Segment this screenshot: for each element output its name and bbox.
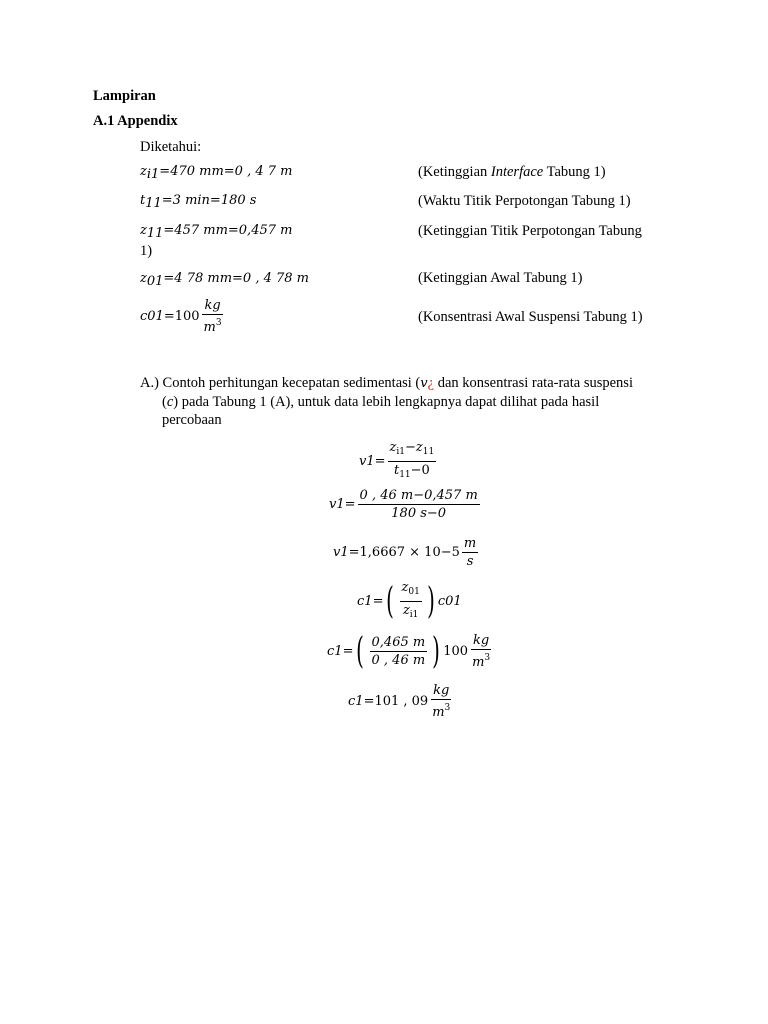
known-zi1: $z_{i1}=470$ mm=0 , 4 7 m: [140, 164, 293, 182]
known-t11: $t_{11}=3$ min=180 s: [140, 193, 257, 211]
known-c01: c 01 =100 $\frac{kg}{m^3}$: [140, 298, 222, 335]
equation-v1-result: v 1 =1,6667 × 10 −5 $\frac{m}{s}$: [333, 536, 477, 569]
known-z01-desc: (Ketinggian Awal Tabung 1): [418, 270, 583, 286]
known-z01: $z_{01}=4$ 78 mm=0 , 4 78 m: [140, 271, 309, 289]
equation-v1-formula: v 1 = $\frac{z_{i1}-z_{11}}{t_{11}-0}$: [359, 440, 435, 480]
c01-unit-fraction: $\frac{kg}{m^3}$: [203, 298, 222, 335]
example-paragraph: A.) Contoh perhitungan kecepatan sedimentasi (v¿ dan konsentrasi rata-rata suspensi (c) pada Tabung 1 (A), untuk data lebih lengkapnya dapat dilihat pada hasil percobaan: [140, 375, 633, 428]
known-zi1-desc: (Ketinggian Interface Tabung 1): [418, 164, 606, 180]
known-z11: $z_{11}=457$ mm=0,457 m: [140, 223, 293, 241]
known-label: Diketahui:: [140, 139, 202, 155]
equation-c1-formula: c 1 = ( $\frac{z_{01}}{z_{i1}}$ ) c 01: [357, 580, 462, 622]
equation-c1-substituted: c 1 = ( $\frac{0,465 m}{0 , 46 m}$ ) 100 $\frac{kg}{m^3}$: [327, 630, 491, 672]
known-z11-desc: (Ketinggian Titik Perpotongan Tabung: [418, 223, 642, 239]
known-t11-desc: (Waktu Titik Perpotongan Tabung 1): [418, 193, 631, 209]
equation-v1-substituted: v 1 = $\frac{0 , 46 m-0,457 m}{180 s-0}$: [329, 488, 478, 521]
equation-c1-result: c 1 =101 , 09 $\frac{kg}{m^3}$: [348, 683, 451, 720]
known-c01-desc: (Konsentrasi Awal Suspensi Tabung 1): [418, 309, 643, 325]
page-title: Lampiran: [93, 88, 156, 104]
section-heading: A.1 Appendix: [93, 113, 178, 129]
known-z11-desc-wrap: 1): [140, 243, 153, 259]
